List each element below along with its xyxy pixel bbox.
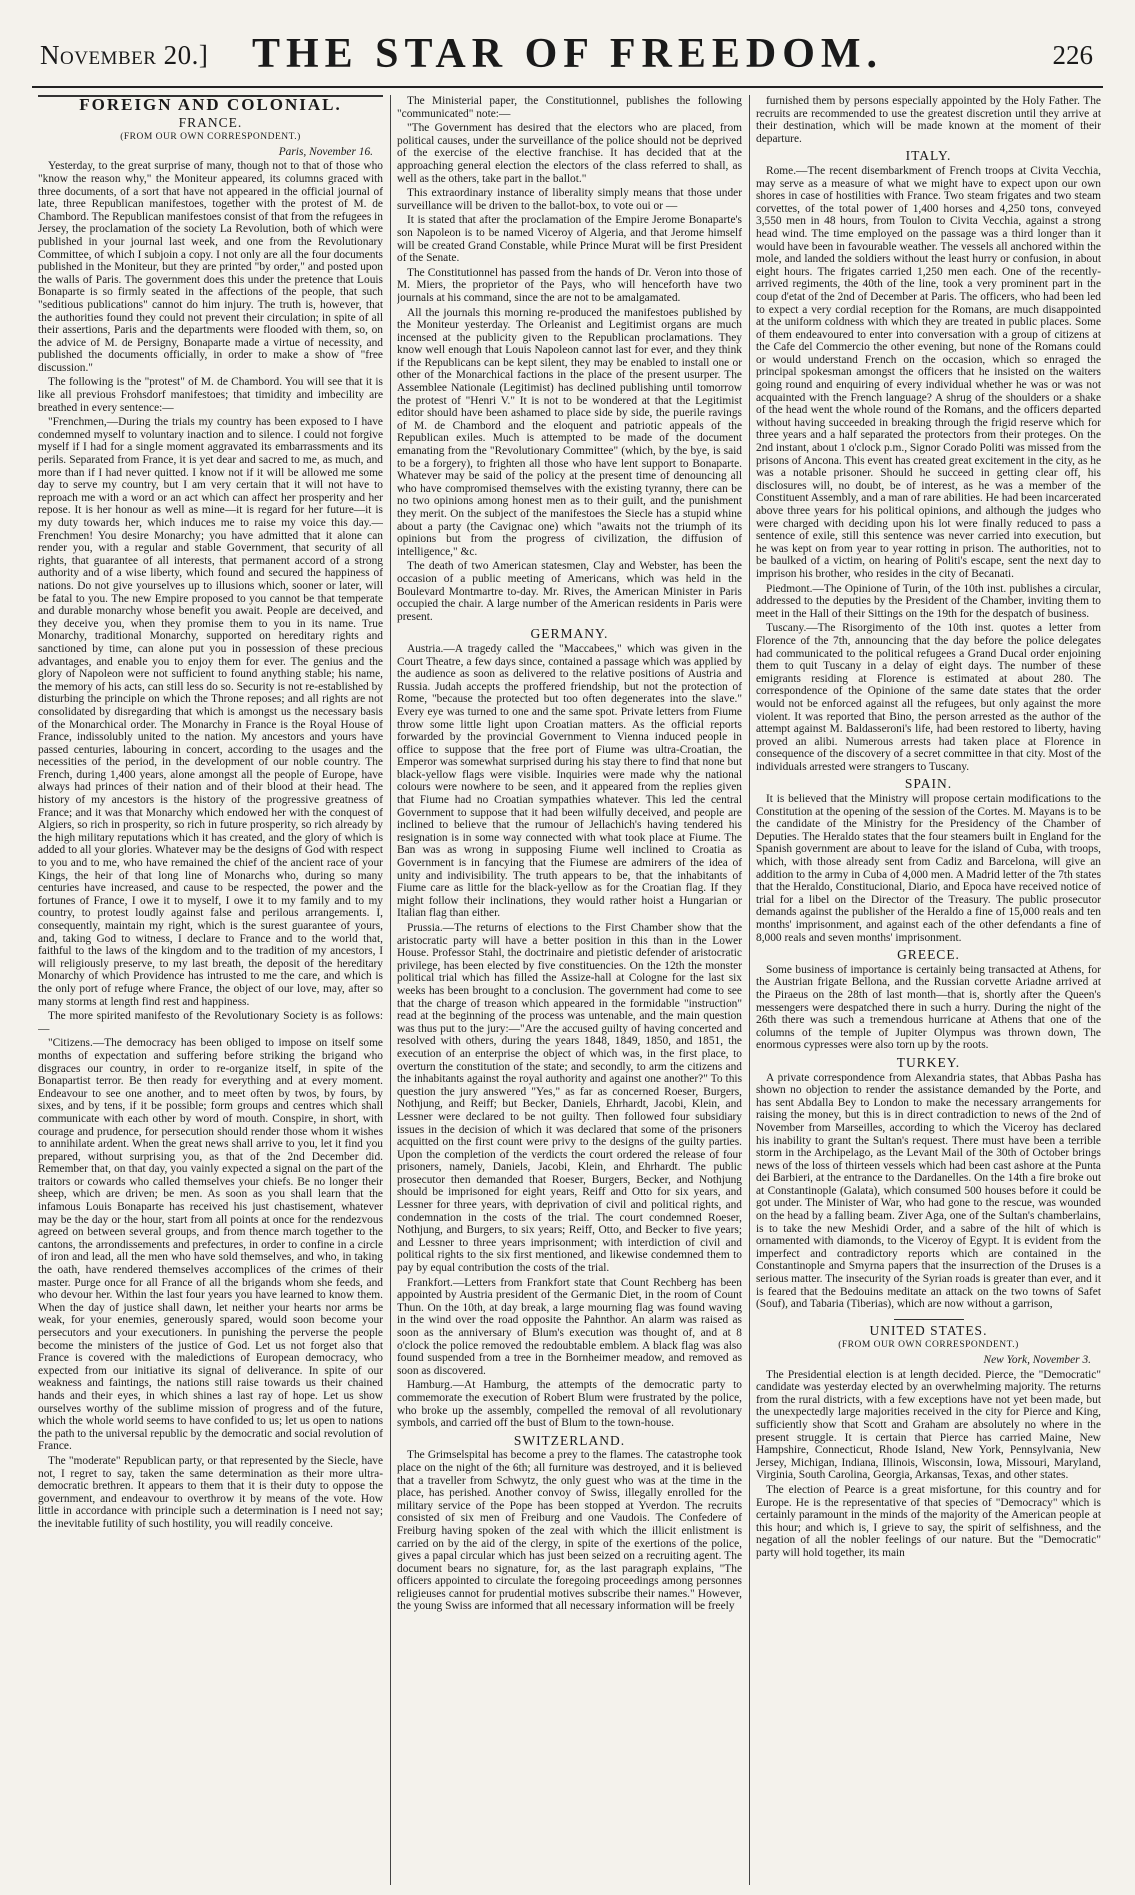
dateline: Paris, November 16. — [278, 145, 373, 158]
byline: (FROM OUR OWN CORRESPONDENT.) — [838, 1340, 1019, 1351]
dateline: New York, November 3. — [983, 1354, 1091, 1366]
article-paragraph: It is believed that the Ministry will propose certain modifications to the Constitution at the opening of the session of the Cortes. M. Mayans is to be the candidate of the Ministry for the Presidency of the Chamber of Deputies. The Heraldo states that the four steamers built in England for the Spanish government are about to leave for the island of Cuba, with troops, which, with those already sent from Cadiz and Barcelona, will give an addition to the army in Cuba of 4,000 men. A Madrid letter of the 7th states that the Heraldo, Constitucional, Diario, and Epoca have received notice of trial for a libel on the Director of the Treasury. The public prosecutor demands against the publisher of the Heraldo a fine of 15,000 reals and ten months' imprisonment, and against each of the other defendants a fine of 8,000 reals and seven months' imprisonment. — [756, 793, 1101, 944]
section-spain: SPAIN. — [904, 776, 953, 792]
section-greece: GREECE. — [897, 947, 960, 963]
masthead — [0, 0, 1135, 88]
column-1 — [38, 95, 383, 1885]
section-germany: GERMANY. — [530, 626, 609, 642]
article-paragraph: "The Government has desired that the electors who are placed, from political causes, under the surveillance of the police should not be deprived of the exercise of the elective franchise. It has decided that at the approaching general election the electors of the class referred to shall, as well as the others, take part in the ballot." — [397, 122, 742, 185]
section-italy: ITALY. — [905, 148, 952, 164]
article-paragraph: A private correspondence from Alexandria states, that Abbas Pasha has shown no objection to render the assistance demanded by the Porte, and has sent Abdalla Bey to London to make the necessary arrangements for raising the money, but this is in direct contradiction to news of the 2nd of November from Marseilles, according to which the Viceroy has declared his inability to grant the Sultan's request. There must have been a terrible storm in the Archipelago, as the Levant Mail of the 30th of October brings news of the loss of thirteen vessels which had been cast ashore at the Punta dei Barbieri, at the entrance to the Dardanelles. On the 14th a fire broke out at Constantinople (Galata), which consumed 500 houses before it could be got under. The Minister of War, who had gone to the rescue, was wounded on the head by a falling beam. Ziver Aga, one of the Sultan's chamberlains, is to take the new Meshidi Order, and a sabre of the hilt of which is ornamented with diamonds, to the Viceroy of Egypt. It is evident from the imperfect and contradictory reports which are contained in the Constantinople and Smyrna papers that the insurrection of the Druses is a serious matter. The insecurity of the Syrian roads is greater than ever, and it is feared that the Bedouins meditate an attack on the two towns of Safet (Souf), and Tabaria (Tiberias), which are now without a garrison, — [756, 1071, 1101, 1311]
section-switzerland: SWITZERLAND. — [513, 1432, 626, 1448]
newspaper-title: THE STAR OF FREEDOM. — [251, 31, 884, 77]
article-paragraph: This extraordinary instance of liberality simply means that those under surveillance will be driven to the ballot-box, to vote oui or — — [397, 187, 742, 212]
column-divider — [390, 95, 391, 1885]
article-paragraph: Prussia.—The returns of elections to the First Chamber show that the aristocratic party will have a better position in this than in the Lower House. Professor Stahl, the doctrinaire and pietistic defender of aristocratic privilege, has been elected by five constituencies. On the 12th the monster political trial which has filled the Assize-hall at Cologne for the last six weeks has been brought to a conclusion. The government had come to see that the charge of treason which appeared in the formidable "instruction" read at the beginning of the process was untenable, and the main question was thus put to the jury:—"Are the accused guilty of having concerted and resolved with others, during the years 1848, 1849, 1850, and 1851, the execution of an enterprise the object of which was, in the first place, to overturn the constitution of the state; and secondly, to arm the citizens and the inhabitants against the royal authority and against one another?" To this question the jury answered "Yes," as far as concerned Roeser, Burgers, Nothjung, and Reiff; but Becker, Daniels, Ehrhardt, Jacobi, Klein, and Lessner were declared to be not guilty. Then followed four subsidiary issues in the decision of which it was declared that some of the prisoners acquitted on the first count were privy to the designs of the guilty parties. Upon the completion of the verdicts the court ordered the release of four prisoners, namely, Daniels, Jacobi, Klein, and Ehrhardt. The public prosecutor then demanded that Roeser, Burgers, Becker, and Nothjung should be imprisoned for eight years, Reiff and Otto for six years, and Lessner for three years, with deprivation of civil and political rights, and condemnation in the costs of the trial. The court condemned Roeser, Nothjung, and Burgers, to six years; Reiff, Otto, and Becker to five years; and Lessner to three years imprisonment; with interdiction of civil and political rights to the six first mentioned, and likewise condemned them to pay by equal contribution the costs of the trial. — [397, 922, 742, 1275]
article-paragraph: "Frenchmen,—During the trials my country has been exposed to I have condemned myself to voluntary inaction and to silence. I could not forgive myself if I had for a single moment aggravated its embarrassments and its perils. Separated from France, it is yet dear and sacred to me, as much, and more than if I had never quitted. I know not if it will be allowed me some day to serve my country, but I am very certain that it will not have to reproach me with a word or an act which can affect her prosperity and her repose. It is her honour as well as mine—it is regard for her future—it is my duty towards her, which induces me to raise my voice this day.—Frenchmen! You desire Monarchy; you have admitted that it alone can render you, with a regular and stable Government, that security of all rights, that guarantee of all interests, that permanent accord of a strong authority and of a wise liberty, which found and secured the happiness of nations. Do not give yourselves up to illusions which, sooner or later, will be fatal to you. The new Empire proposed to you cannot be that temperate and durable monarchy whose benefit you await. People are deceived, and they deceive you, when they promise them to you in its name. True Monarchy, traditional Monarchy, supported on hereditary rights and sanctioned by time, can alone put you in possession of these precious advantages, and enable you to enjoy them for ever. The genius and the glory of Napoleon were not sufficient to found anything stable; his name, the memory of his acts, can still less do so. Security is not re-established by disturbing the principle on which the Throne reposes; and all rights are not consolidated by disregarding that which is amongst us the necessary basis of the Monarchical order. The Monarchy in France is the Royal House of France, indissolubly united to the nation. My ancestors and yours have passed centuries, labouring in concert, according to the usages and the necessities of the period, in the development of our noble country. The French, during 1,400 years, alone amongst all the people of Europe, have always had princes of their nation and of their blood at their head. The history of my ancestors is the history of the progressive greatness of France; and it was that Monarchy which endowed her with the conquest of Algiers, so rich in prosperity, so rich in future prosperity, so rich already by the high military reputations which it has created, and the glory of which is added to all your glories. Whatever may be the designs of God with respect to you and to me, who have remained the chief of the ancient race of your Kings, the heir of that long line of Monarchs who, during so many centuries have increased, and cause to be respected, the power and the fortunes of France, I owe it to myself, I owe it to my family and to my country, to protest loudly against false and perilous arrangements. I, consequently, maintain my right, which is the surest guarantee of yours, and, taking God to witness, I declare to France and to the world that, faithful to the laws of the kingdom and to the tradition of my ancestors, I will religiously preserve, to my last breath, the deposit of the hereditary Monarchy of which Providence has intrusted to me the care, and which is the only port of refuge where France, the object of our love, may, after so many storms at length find rest and happiness. — [38, 416, 383, 1008]
article-paragraph: The election of Pearce is a great misfortune, for this country and for Europe. He is the representative of that species of "Democracy" which is certainly paramount in the minds of the majority of the American people at this hour; and which is, I grieve to say, the spirit of selfishness, and the negation of all the nobler feelings of our nature. But the "Democratic" party will hold together, its main — [756, 1483, 1101, 1559]
section-turkey: TURKEY. — [896, 1054, 961, 1070]
article-paragraph: Some business of importance is certainly being transacted at Athens, for the Austrian frigate Bellona, and the Russian corvette Ariadne arrived at the Piraeus on the 28th of last month—that is, shortly after the Queen's messengers were despatched there in such a hurry. During the night of the 26th there was such a tremendous hurricane at Athens that one of the columns of the temple of Jupiter Olympus was thrown down, The enormous cypresses were also torn up by the roots. — [756, 963, 1101, 1052]
byline: (FROM OUR OWN CORRESPONDENT.) — [120, 132, 301, 143]
article-paragraph: Hamburg.—At Hamburg, the attempts of the democratic party to commemorate the execution of Robert Blum were frustrated by the police, who broke up the assembly, compelled the removal of all revolutionary symbols, and carried off the bust of Blum to the town-house. — [397, 1379, 742, 1430]
article-paragraph: The "moderate" Republican party, or that represented by the Siecle, have not, I regret to say, taken the same determination as their more ultra-democratic brethren. It appears to them that it is their duty to oppose the government, and endeavour to overthrow it by means of the vote. How little in accordance with principle such a determination is I need not say; the inevitable futility of such hostility, you will readily conceive. — [38, 1454, 383, 1530]
article-paragraph: The following is the "protest" of M. de Chambord. You will see that it is like all previous Frohsdorf manifestoes; that timidity and imbecility are breathed in every sentence:— — [38, 376, 383, 414]
article-paragraph: The Presidential election is at length decided. Pierce, the "Democratic" candidate was yesterday elected by an overwhelming majority. The returns from the rural districts, with a few exceptions have not yet been made, but the unexpectedly large majorities received in the city for Pierce and King, sufficiently show that Scott and Graham are absolutely no where in the present struggle. It is certain that Pierce has carried Maine, New Hampshire, Connecticut, Rhode Island, New York, Pennsylvania, New Jersey, Michigan, Indiana, Illinois, Wisconsin, Iowa, Missouri, Maryland, Virginia, South Carolina, Georgia, Arkansas, Texas, and other states. — [756, 1368, 1101, 1482]
section-france: FRANCE. — [178, 114, 243, 130]
article-paragraph: Tuscany.—The Risorgimento of the 10th inst. quotes a letter from Florence of the 7th, announcing that the day before the police delegates had communicated to the political refugees a Grand Ducal order enjoining them to quit Tuscany in a delay of eight days. The number of these emigrants residing at Florence is estimated at about 280. The correspondence of the Opinione of the same date states that the order would not be enforced against all the refugees, but only against the more violent. It was reported that Bino, the person arrested as the author of the attempt against M. Baldasseroni's life, had been restored to liberty, having proved an alibi. Numerous arrests had taken place at Florence in consequence of the discovery of a secret committee in that city. Most of the individuals arrested were strangers to Tuscany. — [756, 622, 1101, 773]
top-rule — [32, 86, 1103, 88]
article-paragraph: The Constitutionnel has passed from the hands of Dr. Veron into those of M. Miers, the proprietor of the Pays, who will henceforth have two journals at his command, since the are not to be amalgamated. — [397, 266, 742, 304]
article-paragraph: "Citizens.—The democracy has been obliged to impose on itself some months of expectation and suffering before striking the brigand who disgraces our country, in order to re-organize itself, in spite of the Bonapartist terror. Be then ready for everything and at every moment. Endeavour to see one another, and to meet often by twos, by fours, by sixes, and by tens, if it be possible; form groups and centres which shall communicate with each other by word of mouth. Conspire, in short, with courage and prudence, for persecution should render those whom it wishes to annihilate ardent. When the great news shall arrive to you, let it find you prepared, without surprising you, as that of the 2nd December did. Remember that, on that day, you vainly expected a signal on the part of the traitors or cowards who called themselves your chiefs. Be no longer their sheep, which are driven; be men. As soon as you shall learn that the infamous Louis Bonaparte has received his just chastisement, whatever may be the day or the hour, start from all points at once for the rendezvous agreed on between several groups, and from thence march together to the cantons, the arrondissements and prefectures, in order to confine in a circle of iron and lead, all the men who have sold themselves, and who, in taking the oath, have rendered themselves accomplices of the crimes of their master. Purge once for all France of all the brigands whom she feeds, and who devour her. Within the last four years you have learned to know them. When the day of justice shall dawn, let neither your hearts nor arms be weak, for your enemies, generously spared, would soon become your persecutors and your executioners. In punishing the perverse the people become the ministers of the justice of God. Let us not forget also that France is covered with the maledictions of European democracy, who expected from our initiative its signal of deliverance. In spite of our weakness and faintings, the nations still raise towards us their chained hands and their eyes, in which shines a last ray of hope. Let us show ourselves worthy of the sublime mission of progress and of the future, which the whole world seems to have confided to us; let us open to nations the path to the universal republic by the democratic and social revolution of France. — [38, 1037, 383, 1453]
section-united-states: UNITED STATES. — [869, 1322, 988, 1338]
article-paragraph: All the journals this morning re-produced the manifestoes published by the Moniteur yesterday. The Orleanist and Legitimist organs are much incensed at the publicity given to the Republican proclamations. They know well enough that Louis Napoleon cannot last for ever, and they think if the Republicans can be kept silent, they may be enabled to install one or other of the Monarchical factions in the place of the present usurper. The Assemblee Nationale (Legitimist) has declined publishing until tomorrow the protest of "Henri V." It is not to be wondered at that the Legitimist editor should have been ashamed to place side by side, the puerile ravings of M. de Chambord and the eloquent and patriotic appeals of the Republican exiles. Much is attempted to be made of the document emanating from the "Revolutionary Committee" (which, by the bye, is said to be a forgery), to frighten all those who have lent support to Bonaparte. Whatever may be said of the policy at the present time of denouncing all who have compromised themselves with the existing tyranny, there can be no two opinions among honest men as to their guilt, and the punishment they merit. On the subject of the manifestoes the Siecle has a stupid whine about a party (the Cavignac one) which "awaits not the triumph of its opinions but from the progress of civilization, the diffusion of intelligence," &c. — [397, 306, 742, 558]
article-paragraph: Austria.—A tragedy called the "Maccabees," which was given in the Court Theatre, a few days since, contained a passage which was applied by the audience as soon as delivered to the relative positions of Austria and Russia. Judah accepts the proffered friendship, but not the protection of Rome, "because the protected but too often degenerates into the slave." Every eye was turned to one and the same spot. Private letters from Fiume throw some little light upon Croatian matters. As the official reports forwarded by the provincial Government to Vienna induced people in office to suppose that the free port of Fiume was ultra-Croatian, the Emperor was somewhat surprised during his stay there to find that none but black-yellow flags were visible. Inquiries were made why the national colours were nowhere to be seen, and it appeared from the replies given that Fiume had no Croatian sympathies whatever. This led the central Government to suppose that it had been wilfully deceived, and people are inclined to believe that the rumour of Jellachich's having tendered his resignation is in some way connected with what took place at Fiume. The Ban was as wrong in supposing Fiume well inclined to Croatia as Government is in fancying that the Fiumese are admirers of the idea of unity and indivisibility. The truth appears to be, that the inhabitants of Fiume care as little for the black-yellow as for the Croatian flag. If they might follow their inclinations, they would rather hoist a Hungarian or Italian flag than either. — [397, 642, 742, 920]
article-paragraph: Piedmont.—The Opinione of Turin, of the 10th inst. publishes a circular, addressed to the deputies by the President of the Chamber, inviting them to meet in the Hall of their Sittings on the 19th for the despatch of business. — [756, 582, 1101, 620]
column-divider — [749, 95, 750, 1885]
article-paragraph: The Grimselspital has become a prey to the flames. The catastrophe took place on the night of the 6th; all furniture was destroyed, and it is believed that a traveller from Schwytz, the only guest who was at the time in the place, has perished. Another convoy of Swiss, illegally enrolled for the military service of the Pope has been stopped at Yverdon. The recruits consisted of six men of Freiburg and one Vaudois. The Confedere of Freiburg having spoken of the zeal with which the illicit enlistment is carried on by the aid of the clergy, in spite of the exertions of the police, gives a papal circular which has just been seized on a recruiting agent. The document bears no signature, for, as the last paragraph explains, "The officers appointed to circulate the foregoing proceedings among personnes religieuses cannot for prudential motives subscribe their names." However, the young Swiss are informed that all necessary information will be freely — [397, 1449, 742, 1613]
article-paragraph: Rome.—The recent disembarkment of French troops at Civita Vecchia, may serve as a measure of what we might have to expect upon our own shores in case of hostilities with France. Two steam frigates and two steam corvettes, of the total power of 1,400 horses and 4,250 tons, conveyed 3,550 men in 48 hours, from Toulon to Civita Vecchia, against a strong head wind. The time employed on the passage was a third longer than it would have been in favourable weather. The vessels all anchored within the mole, and landed the soldiers without the least hurry or confusion, in about eight hours. The frigates carried 1,250 men each. One of the recently-arrived regiments, the 40th of the line, took a very prominent part in the coup d'etat of the 2nd of December at Paris. The officers, who had been led to expect a very cordial reception for the Romans, are much disappointed at the uniform coldness with which they are treated in public places. Some of them endeavoured to enter into conversation with a group of citizens at the Cafe del Commercio the other evening, but none of the Romans could or would understand French on the occasion, which so enraged the principal spokesman amongst the officers that he insisted on the waiters going round and enquiring of every individual whether he was or was not acquainted with the French language? A shrug of the shoulders or a shake of the head went the whole round of the Romans, and the officers departed without having succeeded in breaking through the frigid reserve which for three years and a half separated the protectors from their proteges. On the 2nd instant, about 1 o'clock p.m., Signor Corado Politi was missed from the prisons of Ancona. This event has created great excitement in the city, as he was a notable prisoner. Should he succeed in getting clear off, his disclosures will, no doubt, be of interest, as he was a member of the Constituent Assembly, and a man of rare abilities. He had been incarcerated above three years for his political opinions, and although the judges who were charged with deciding upon his lot were finally reduced to pass a sentence of exile, still this sentence was never carried into execution, but he was kept on from year to year rotting in prison. The authorities, not to be baulked of a victim, on hearing of Politi's escape, sent the next day to imprison his brother, who resides in the city of Becanati. — [756, 164, 1101, 580]
column-3 — [756, 95, 1101, 1885]
article-paragraph: furnished them by persons especially appointed by the Holy Father. The recruits are recommended to use the greatest discretion until they arrive at their destination, which will be made known at the moment of their departure. — [756, 95, 1101, 145]
article-paragraph: Frankfort.—Letters from Frankfort state that Count Rechberg has been appointed by Austria president of the Germanic Diet, in the room of Count Thun. On the 10th, at day break, a large mourning flag was found waving in the wind over the road opposite the Pahnthor. An alarm was raised as soon as the anniversary of Blum's execution was thought of, and at 8 o'clock the police removed the redoubtable emblem. A black flag was also found suspended from a tree in the Bornheimer meadow, and removed as soon as discovered. — [397, 1276, 742, 1377]
article-paragraph: The more spirited manifesto of the Revolutionary Society is as follows:— — [38, 1010, 383, 1035]
page-number: 226 — [1052, 40, 1093, 70]
section-rule — [894, 1319, 964, 1320]
section-headline: FOREIGN AND COLONIAL. — [79, 95, 342, 114]
issue-date: November 20.] — [40, 40, 209, 70]
article-paragraph: It is stated that after the proclamation of the Empire Jerome Bonaparte's son Napoleon is to be named Viceroy of Algeria, and that Jerome himself will be created Grand Constable, while Prince Murat will be first President of the Senate. — [397, 214, 742, 265]
article-paragraph: Yesterday, to the great surprise of many, though not to that of those who "know the reason why," the Moniteur appeared, its columns graced with three documents, of a sort that have not appeared in the official journal of late, three Republican manifestoes, together with the protest of M. de Chambord. The Republican manifestoes consist of that from the refugees in Jersey, the proclamation of the society La Revolution, both of which were published in your journal last week, and one from the Revolutionary Committee, of which I subjoin a copy. I not only are all the four documents published in the Moniteur, but they are printed "by order," and posted upon the walls of Paris. The government does this under the pretence that Louis Bonaparte is so firmly seated in the affections of the people, that such "seditious publications" cannot do him injury. The truth is, however, that the authorities found they could not prevent their circulation; in spite of all their assertions, Paris and the departments were flooded with them, so, on the advice of M. de Persigny, Bonaparte made a virtue of necessity, and published the documents officially, in order to make a show of "free discussion." — [38, 160, 383, 374]
article-paragraph: The death of two American statesmen, Clay and Webster, has been the occasion of a public meeting of Americans, which was held in the Boulevard Montmartre to-day. Mr. Rives, the American Minister in Paris occupied the chair. A large number of the American residents in Paris were present. — [397, 560, 742, 623]
article-paragraph: The Ministerial paper, the Constitutionnel, publishes the following "communicated" note:— — [397, 95, 742, 120]
column-2 — [397, 95, 742, 1885]
